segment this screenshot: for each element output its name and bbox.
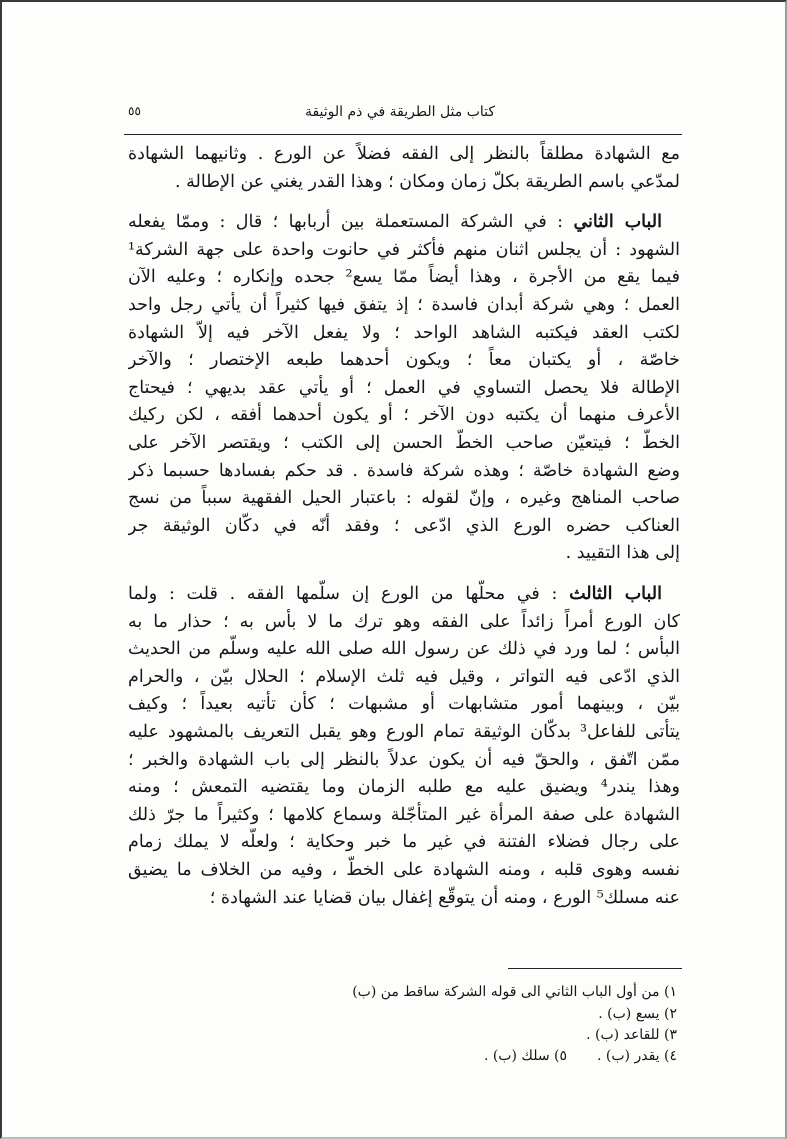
text-line <box>128 608 680 636</box>
text-line <box>128 457 680 485</box>
line-text: بيّن ، وبينهما أمور متشابهات أو مشبهات ؛ كأن تأتيه بعيداً ؛ وكيف <box>128 694 680 715</box>
line-text: لكتب العقد فيكتبه الشاهد الواحد ؛ ولا يفعل الآخر فيه إلاّ الشهادة <box>128 322 680 343</box>
text-line <box>128 580 680 608</box>
text-line <box>128 663 680 691</box>
line-text: لمدّعي باسم الطريقة بكلّ زمان ومكان ؛ وهذا القدر يغني عن الإطالة . <box>174 171 680 192</box>
text-line <box>128 429 680 457</box>
line-text: وهذا يندر⁴ ويضيق عليه مع طلبه الزمان وما يقتضيه التمعش ؛ ومنه <box>128 777 680 798</box>
line-text: البأس ؛ لما ورد في ذلك عن رسول الله صلى الله عليه وسلّم من الحديث <box>128 639 680 660</box>
text-line <box>128 401 680 429</box>
footnote-4: ٤) يقدر (ب) . <box>597 1048 677 1064</box>
line-text: نفسه وهوى قلبه ، ومنه الشهادة على الخطّ ، وفيه من الخلاف ما يضيق <box>128 860 680 880</box>
text-line <box>128 374 680 402</box>
running-title: كتاب مثل الطريقة في ذم الوثيقة <box>304 104 496 120</box>
text-line <box>128 635 680 663</box>
text-line <box>128 236 680 264</box>
text-line <box>128 263 680 291</box>
line-text: ممّن اتّفق ، والحقّ فيه أن يكون عدلاً بالنظر إلى باب الشهادة والخبر ؛ <box>128 749 680 770</box>
footnote-3: ٣) للقاعد (ب) . <box>586 1027 677 1043</box>
text-line <box>128 539 680 567</box>
text-line <box>128 773 680 801</box>
text-line <box>128 884 680 912</box>
line-text: صاحب المناهج وغيره ، وإنّ لقوله : باعتبار الحيل الفقهية سبباً من نسج <box>128 488 680 509</box>
line-text: يتأتى للفاعل³ بدكّان الوثيقة تمام الورع وهو يقبل التعريف بالمشهود عليه <box>128 722 680 742</box>
text-line <box>128 140 680 168</box>
header-rule <box>124 134 682 135</box>
line-text: الإطالة فلا يحصل التساوي في العمل ؛ أو يأتي عقد بديهي ؛ فيحتاج <box>128 377 680 398</box>
section-heading: الباب الثاني <box>573 212 662 233</box>
line-text: : في الشركة المستعملة بين أربابها ؛ قال : وممّا يفعله <box>128 212 564 233</box>
line-text: العناكب حضره الورع الذي ادّعى ؛ وفقد أنّه في دكّان الوثيقة جر <box>128 515 680 536</box>
text-line <box>128 208 680 236</box>
text-line <box>128 856 680 884</box>
text-line <box>128 512 680 540</box>
running-header <box>120 104 680 128</box>
line-text: الشهود : أن يجلس اثنان منهم فأكثر في حانوت واحدة على جهة الشركة¹ <box>128 239 680 260</box>
text-line <box>128 690 680 718</box>
line-text: خاصّة ، أو يكتبان معاً ؛ ويكون أحدهما طبعه الإختصار ؛ والآخر <box>128 350 680 371</box>
line-text: الأعرف منهما أن يكتبه دون الآخر ؛ أو يكون أحدهما أفقه ، لكن ركيك <box>128 405 680 426</box>
text-line <box>128 319 680 347</box>
line-text: كان الورع أمراً زائداً على الفقه وهو ترك ما لا بأس به ؛ حذار ما به <box>128 611 680 632</box>
footnote-1: ١) من أول الباب الثاني الى قوله الشركة ساقط من (ب) <box>352 984 677 1000</box>
page-number: ٥٥ <box>128 104 141 118</box>
section-heading: الباب الثالث <box>569 584 662 604</box>
line-text: إلى هذا التقييد . <box>565 543 680 564</box>
line-text: وضع الشهادة خاصّة ؛ وهذه شركة فاسدة . قد حكم بفسادها حسبما ذكر <box>128 460 680 481</box>
line-text: العمل ؛ وهي شركة أبدان فاسدة ؛ إذ يتفق فيها كثيراً أن يأتي رجل واحد <box>128 295 680 315</box>
line-text: الشهادة على صفة المرأة غير المتأجّلة وسماع كلامها ؛ وكثيراً ما جرّ ذلك <box>128 804 680 825</box>
footnote-5: ٥) سلك (ب) . <box>483 1048 567 1064</box>
footnote-2: ٢) يسع (ب) . <box>598 1006 677 1022</box>
text-line <box>128 168 680 196</box>
text-line <box>128 718 680 746</box>
text-line <box>128 746 680 774</box>
footnote-rule <box>508 968 682 969</box>
line-text: عنه مسلك⁵ الورع ، ومنه أن يتوقّع إغفال بيان قضايا عند الشهادة ؛ <box>209 887 680 908</box>
text-line <box>128 291 680 319</box>
text-line <box>128 346 680 374</box>
line-text: : في محلّها من الورع إن سلّمها الفقه . قلت : ولما <box>128 584 558 604</box>
line-text: فيما يقع من الأجرة ، وهذا أيضاً ممّا يسع² جحده وإنكاره ؛ وعليه الآن <box>128 267 680 288</box>
line-text: الذي ادّعى فيه التواتر ، وقيل فيه ثلث الإسلام ؛ الحلال بيّن ، والحرام <box>128 666 680 687</box>
line-text: على رجال فضلاء الفتنة في غير ما خبر وحكاية ؛ ولعلّه لا يملك زمام <box>128 832 680 853</box>
line-text: الخطّ ؛ فيتعيّن صاحب الخطّ الحسن إلى الكتب ؛ ويقتصر الآخر على <box>128 433 680 453</box>
text-line <box>128 484 680 512</box>
line-text: مع الشهادة مطلقاً بالنظر إلى الفقه فضلاً عن الورع . وثانيهما الشهادة <box>128 144 680 164</box>
text-line <box>128 828 680 856</box>
text-line <box>128 801 680 829</box>
